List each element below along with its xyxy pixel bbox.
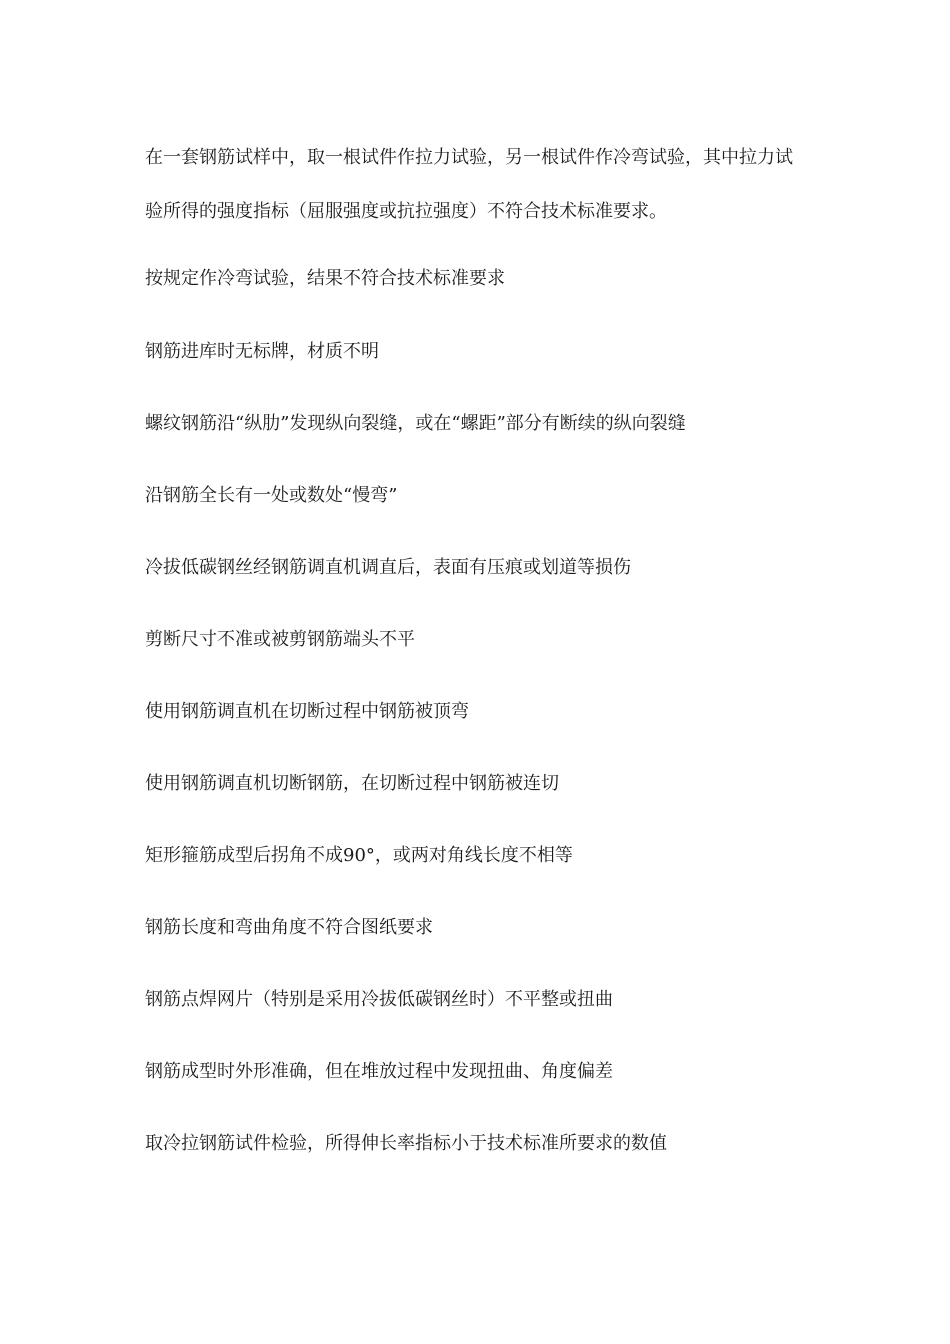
paragraph-1: 在一套钢筋试样中，取一根试件作拉力试验，另一根试件作冷弯试验，其中拉力试验所得的强度指标（屈服强度或抗拉强度）不符合技术标准要求。: [145, 147, 793, 222]
paragraph-11: 钢筋长度和弯曲角度不符合图纸要求: [145, 917, 433, 938]
paragraph-5: 沿钢筋全长有一处或数处“慢弯”: [145, 485, 398, 506]
paragraph-3: 钢筋进库时无标牌，材质不明: [145, 341, 379, 362]
paragraph-4: 螺纹钢筋沿“纵肋”发现纵向裂缝，或在“螺距”部分有断续的纵向裂缝: [145, 413, 686, 434]
paragraph-8: 使用钢筋调直机在切断过程中钢筋被顶弯: [145, 701, 469, 722]
paragraph-13: 钢筋成型时外形准确，但在堆放过程中发现扭曲、角度偏差: [145, 1061, 613, 1082]
paragraph-9: 使用钢筋调直机切断钢筋，在切断过程中钢筋被连切: [145, 773, 559, 794]
paragraph-7: 剪断尺寸不准或被剪钢筋端头不平: [145, 629, 415, 650]
paragraph-2: 按规定作冷弯试验，结果不符合技术标准要求: [145, 268, 505, 289]
paragraph-12: 钢筋点焊网片（特别是采用冷拔低碳钢丝时）不平整或扭曲: [145, 989, 613, 1010]
paragraph-6: 冷拔低碳钢丝经钢筋调直机调直后，表面有压痕或划道等损伤: [145, 557, 631, 578]
paragraph-14: 取冷拉钢筋试件检验，所得伸长率指标小于技术标准所要求的数值: [145, 1133, 667, 1154]
paragraph-10: 矩形箍筋成型后拐角不成90°，或两对角线长度不相等: [145, 845, 573, 866]
